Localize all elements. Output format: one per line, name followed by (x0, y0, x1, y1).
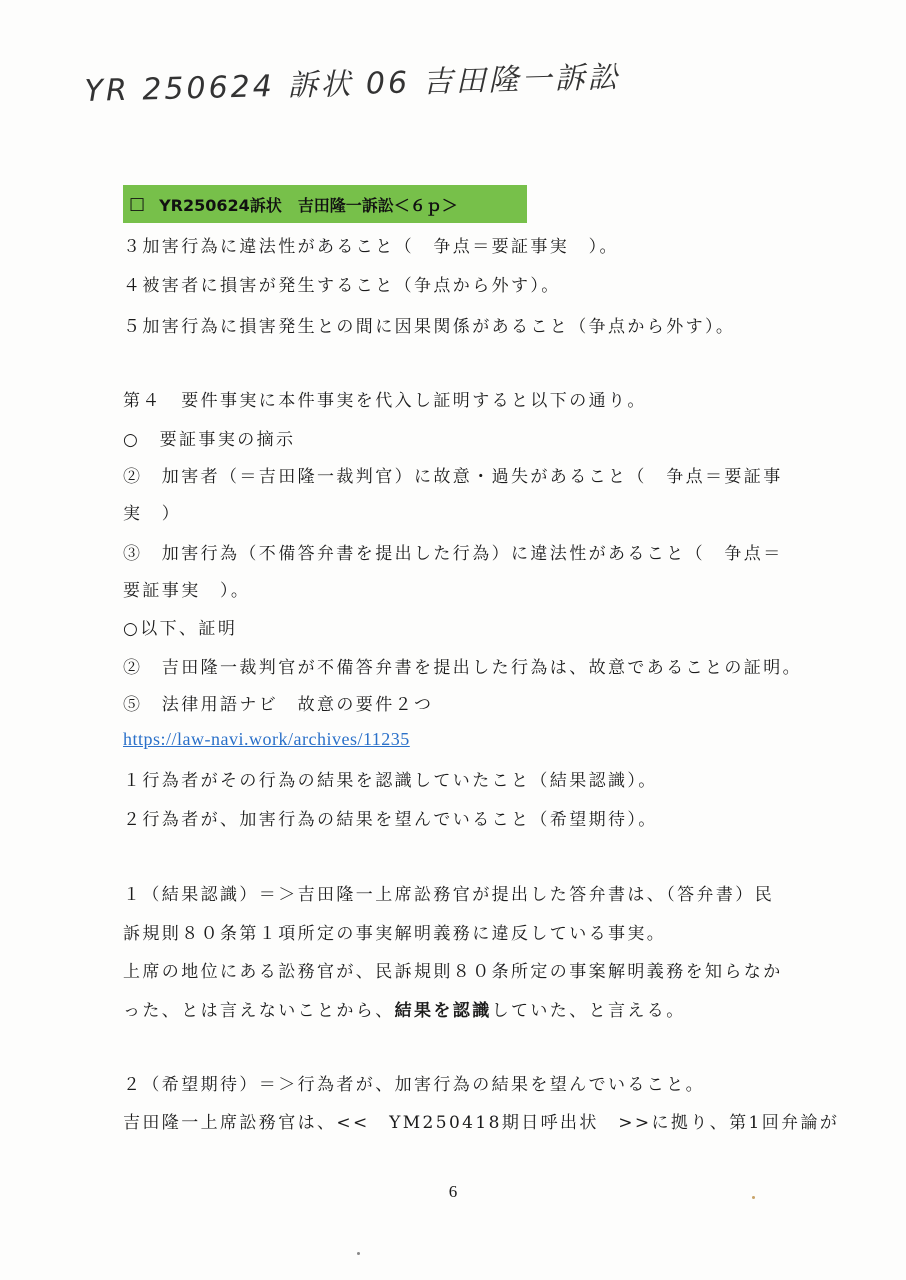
text-line: ③ 加害行為（不備答弁書を提出した行為）に違法性があること（ 争点＝ (123, 544, 783, 564)
text-line: 要証事実 ）。 (123, 581, 251, 601)
text-line: １（結果認識）＝＞吉田隆一上席訟務官が提出した答弁書は、（答弁書）民 (123, 885, 775, 905)
text-line: ２行為者が、加害行為の結果を望んでいること（希望期待）。 (123, 810, 658, 830)
text-line: ⑤ 法律用語ナビ 故意の要件２つ (123, 695, 434, 715)
section-title: 第４ 要件事実に本件事実を代入し証明すると以下の通り。 (123, 391, 647, 411)
text-line: 吉田隆一上席訟務官は、<< YM250418期日呼出状 >>に拠り、第1回弁論が (123, 1113, 840, 1133)
text-line: ４被害者に損害が発生すること（争点から外す）。 (123, 276, 561, 296)
text-line: 訴規則８０条第１項所定の事実解明義務に違反している事実。 (123, 924, 667, 944)
text-line: ○以下、証明 (123, 619, 238, 639)
text-line: ５加害行為に損害発生との間に因果関係があること（争点から外す）。 (123, 317, 736, 337)
checkbox-symbol: □ (129, 194, 146, 214)
text-line: ② 加害者（＝吉田隆一裁判官）に故意・過失があること（ 争点＝要証事 (123, 467, 783, 487)
page-number: 6 (448, 1182, 458, 1201)
paper-speck (752, 1196, 755, 1199)
text-line: ２（希望期待）＝＞行為者が、加害行為の結果を望んでいること。 (123, 1075, 705, 1095)
section-heading (123, 185, 527, 223)
text-line: １行為者がその行為の結果を認識していたこと（結果認識）。 (123, 771, 658, 791)
text-line: 実 ） (123, 504, 182, 524)
paper-speck (357, 1252, 360, 1255)
text-line: ○ 要証事実の摘示 (123, 430, 296, 450)
text-line-with-emphasis (123, 996, 686, 1021)
handwritten-note: YR 250624 訴状 06 吉田隆一訴訟 (84, 59, 621, 109)
text-segment: していた、と言える。 (491, 1001, 686, 1021)
reference-link[interactable]: https://law-navi.work/archives/11235 (123, 729, 410, 749)
section-heading-text: YR250624訴状 吉田隆一訴訟＜６ｐ＞ (159, 195, 458, 215)
emphasized-text: 結果を認識 (394, 1001, 492, 1021)
text-line: ３加害行為に違法性があること（ 争点＝要証事実 ）。 (123, 237, 619, 257)
text-line: 上席の地位にある訟務官が、民訴規則８０条所定の事案解明義務を知らなか (123, 962, 783, 982)
text-segment: った、とは言えないことから、 (123, 1001, 395, 1021)
text-line: ② 吉田隆一裁判官が不備答弁書を提出した行為は、故意であることの証明。 (123, 658, 802, 678)
